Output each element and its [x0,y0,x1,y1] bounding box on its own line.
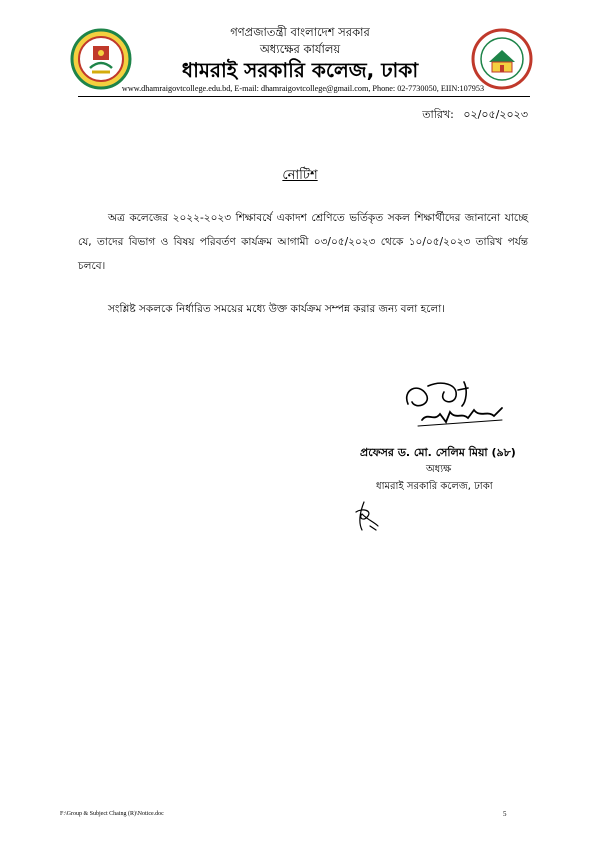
signatory-organization: ধামরাই সরকারি কলেজ, ঢাকা [376,481,493,492]
college-name: ধামরাই সরকারি কলেজ, ঢাকা [181,58,419,82]
initials-scribble [350,500,382,534]
handwritten-signature [398,376,518,436]
contact-info: www.dhamraigovtcollege.edu.bd, E-mail: dhamraigovtcollege@gmail.com, Phone: 02-7730050, EIIN:107953 [121,84,485,93]
date-line [422,106,528,125]
notice-paragraph-2: সংশ্লিষ্ট সকলকে নির্ধারিত সময়ের মধ্যে উক্ত কার্যক্রম সম্পন্ন করার জন্য বলা হলো। [108,303,446,315]
date-value: ০২/০৫/২০২৩ [463,108,528,121]
notice-paragraph-1: অত্র কলেজের ২০২২-২০২৩ শিক্ষাবর্ষে একাদশ শ্রেণিতে ভর্তিকৃত সকল শিক্ষার্থীদের জানানো যাচ্ছে যে, তাদের বিভাগ ও বিষয় পরিবর্তণ কার্যক্রম আগামী ০৩/০৫/২০২৩ থেকে ১০/০৫/২০২৩ তারিখ পর্যন্ত চলবে। [78,212,528,272]
page-number: 5 [503,810,507,818]
office-heading: অধ্যক্ষের কার্যালয় [259,42,341,56]
notice-title: নোটিশ [282,168,318,183]
header-divider [78,96,530,97]
government-heading: গণপ্রজাতন্ত্রী বাংলাদেশ সরকার [230,25,370,39]
date-label: তারিখ: [422,108,454,121]
footer-file-path: F:\Group & Subject Chaing (R)\Notice.doc [60,811,164,817]
signatory-title: অধ্যক্ষ [426,464,452,475]
signatory-name: প্রফেসর ড. মো. সেলিম মিয়া (৯৮) [360,446,516,459]
